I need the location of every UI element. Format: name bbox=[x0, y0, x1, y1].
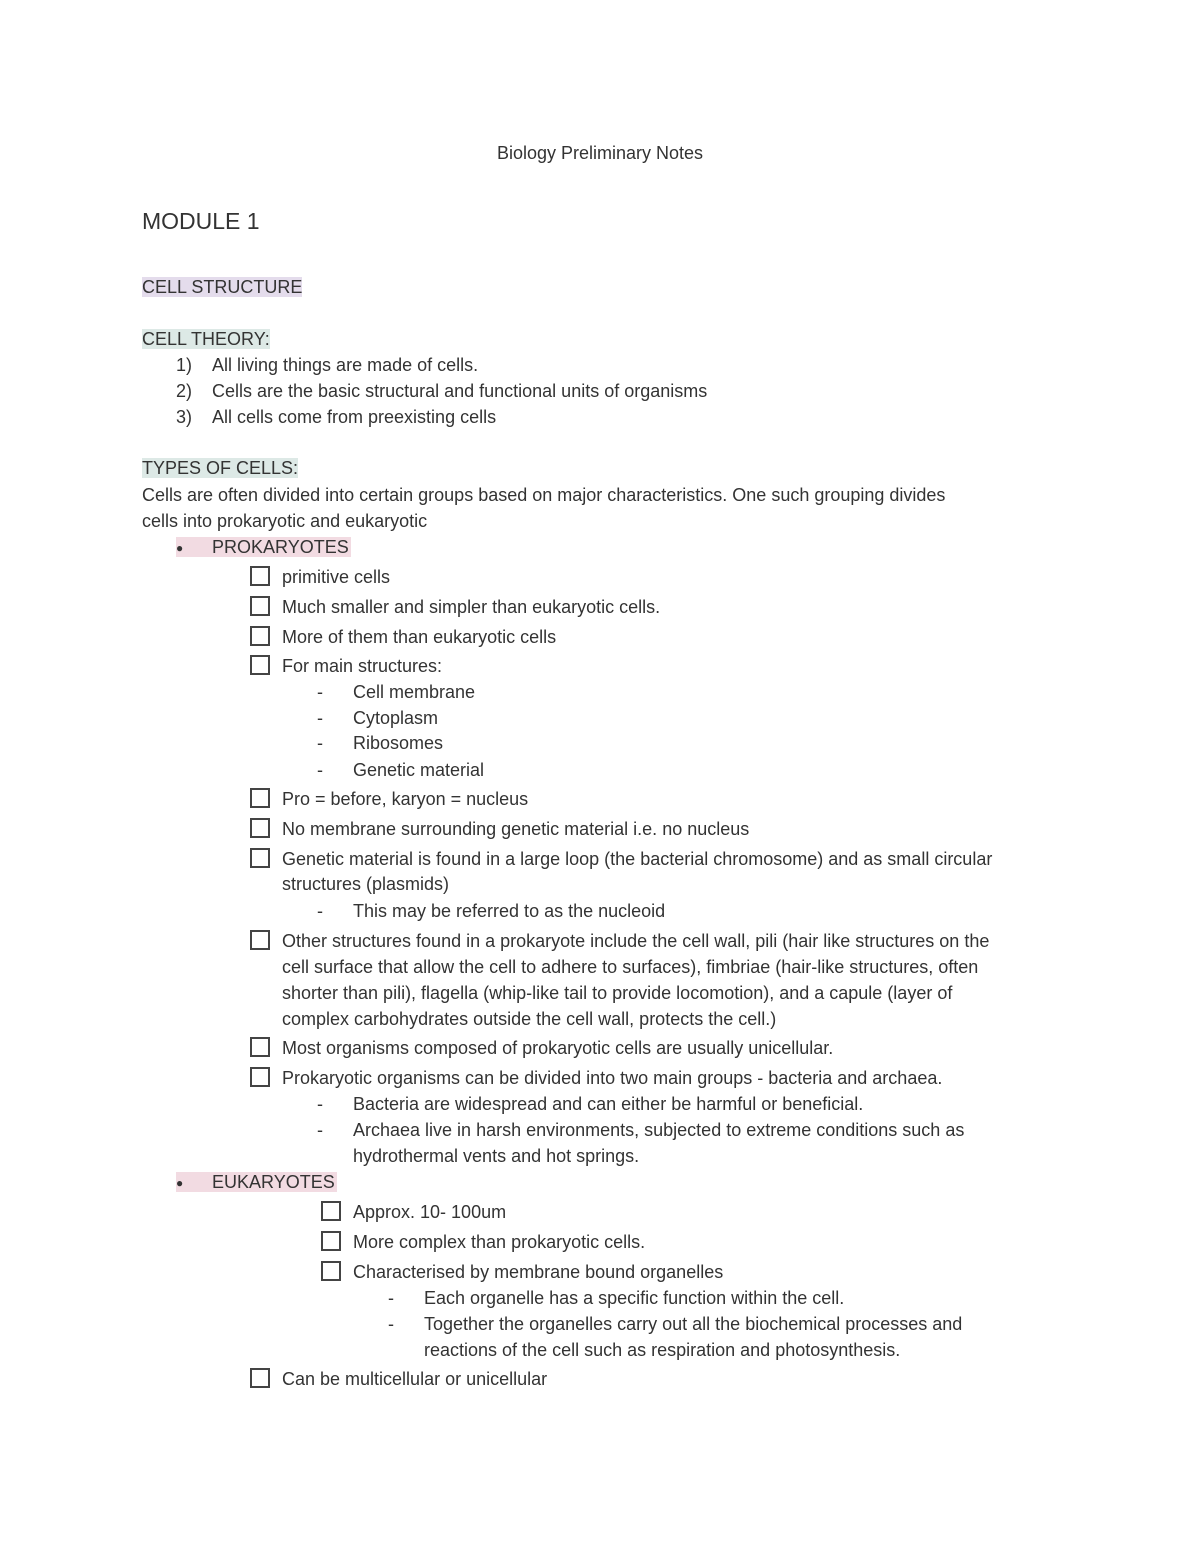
cell-structure-label: CELL STRUCTURE bbox=[142, 277, 303, 297]
bullet-icon: ● bbox=[176, 1176, 184, 1190]
dash-marker: - bbox=[317, 1094, 323, 1114]
paragraph-line: Cells are often divided into certain groups based on major characteristics. One such grouping divides bbox=[142, 485, 946, 505]
checklist-item: Characterised by membrane bound organelles bbox=[353, 1262, 724, 1282]
checklist-item: Most organisms composed of prokaryotic cells are usually unicellular. bbox=[282, 1038, 834, 1058]
checkbox-icon[interactable] bbox=[250, 596, 270, 616]
checkbox-icon[interactable] bbox=[250, 626, 270, 646]
sub-item-continuation: reactions of the cell such as respiration and photosynthesis. bbox=[424, 1340, 901, 1360]
checkbox-icon[interactable] bbox=[250, 655, 270, 675]
dash-marker: - bbox=[388, 1314, 394, 1334]
paragraph-line: cells into prokaryotic and eukaryotic bbox=[142, 511, 428, 531]
section-heading-cell-theory bbox=[142, 328, 270, 350]
list-item: Cells are the basic structural and functional units of organisms bbox=[212, 381, 708, 401]
checkbox-icon[interactable] bbox=[321, 1231, 341, 1251]
checklist-item: Other structures found in a prokaryote include the cell wall, pili (hair like structures on the bbox=[282, 931, 990, 951]
checkbox-icon[interactable] bbox=[321, 1261, 341, 1281]
checkbox-icon[interactable] bbox=[250, 788, 270, 808]
dash-marker: - bbox=[317, 708, 323, 728]
checkbox-icon[interactable] bbox=[250, 1037, 270, 1057]
dash-marker: - bbox=[317, 760, 323, 780]
module-heading: MODULE 1 bbox=[142, 208, 260, 234]
checklist-item: For main structures: bbox=[282, 656, 443, 676]
checklist-item-continuation: structures (plasmids) bbox=[282, 874, 450, 894]
sub-item: Ribosomes bbox=[353, 733, 444, 753]
checklist-item: primitive cells bbox=[282, 567, 391, 587]
checklist-item: Much smaller and simpler than eukaryotic cells. bbox=[282, 597, 661, 617]
checklist-item: Approx. 10- 100um bbox=[353, 1202, 507, 1222]
section-heading-cell-structure bbox=[142, 276, 302, 298]
dash-marker: - bbox=[317, 1120, 323, 1140]
eukaryotes-heading bbox=[176, 1171, 337, 1194]
eukaryotes-label: EUKARYOTES bbox=[212, 1172, 335, 1192]
document-title: Biology Preliminary Notes bbox=[496, 143, 704, 163]
dash-marker: - bbox=[317, 901, 323, 921]
list-number: 3) bbox=[176, 407, 193, 427]
checkbox-icon[interactable] bbox=[250, 566, 270, 586]
checklist-item: Prokaryotic organisms can be divided into two main groups - bacteria and archaea. bbox=[282, 1068, 943, 1088]
dash-marker: - bbox=[317, 682, 323, 702]
list-number: 1) bbox=[176, 355, 193, 375]
checkbox-icon[interactable] bbox=[250, 930, 270, 950]
prokaryotes-heading bbox=[176, 536, 351, 559]
sub-item: Cell membrane bbox=[353, 682, 476, 702]
dash-marker: - bbox=[388, 1288, 394, 1308]
sub-item: Cytoplasm bbox=[353, 708, 439, 728]
sub-item: Archaea live in harsh environments, subjected to extreme conditions such as bbox=[353, 1120, 965, 1140]
sub-item-continuation: hydrothermal vents and hot springs. bbox=[353, 1146, 640, 1166]
prokaryotes-label: PROKARYOTES bbox=[212, 537, 349, 557]
checkbox-icon[interactable] bbox=[250, 1067, 270, 1087]
checklist-item-continuation: shorter than pili), flagella (whip-like tail to provide locomotion), and a capule (layer of bbox=[282, 983, 953, 1003]
checklist-item-continuation: cell surface that allow the cell to adhere to surfaces), fimbriae (hair-like structures, often bbox=[282, 957, 979, 977]
checklist-item: More of them than eukaryotic cells bbox=[282, 627, 557, 647]
section-heading-types-of-cells bbox=[142, 457, 298, 479]
checklist-item: No membrane surrounding genetic material i.e. no nucleus bbox=[282, 819, 750, 839]
checklist-item: Can be multicellular or unicellular bbox=[282, 1369, 548, 1389]
sub-item: Each organelle has a specific function within the cell. bbox=[424, 1288, 845, 1308]
sub-item: This may be referred to as the nucleoid bbox=[353, 901, 666, 921]
checkbox-icon[interactable] bbox=[250, 1368, 270, 1388]
list-item: All living things are made of cells. bbox=[212, 355, 479, 375]
checklist-item-continuation: complex carbohydrates outside the cell wall, protects the cell.) bbox=[282, 1009, 777, 1029]
checkbox-icon[interactable] bbox=[321, 1201, 341, 1221]
list-item: All cells come from preexisting cells bbox=[212, 407, 497, 427]
checkbox-icon[interactable] bbox=[250, 818, 270, 838]
types-of-cells-label: TYPES OF CELLS: bbox=[142, 458, 299, 478]
checklist-item: Pro = before, karyon = nucleus bbox=[282, 789, 529, 809]
sub-item: Together the organelles carry out all the biochemical processes and bbox=[424, 1314, 963, 1334]
cell-theory-label: CELL THEORY: bbox=[142, 329, 270, 349]
checkbox-icon[interactable] bbox=[250, 848, 270, 868]
checklist-item: More complex than prokaryotic cells. bbox=[353, 1232, 646, 1252]
list-number: 2) bbox=[176, 381, 193, 401]
checklist-item: Genetic material is found in a large loop (the bacterial chromosome) and as small circular bbox=[282, 849, 993, 869]
bullet-icon: ● bbox=[176, 541, 184, 555]
sub-item: Genetic material bbox=[353, 760, 485, 780]
dash-marker: - bbox=[317, 733, 323, 753]
sub-item: Bacteria are widespread and can either be harmful or beneficial. bbox=[353, 1094, 864, 1114]
